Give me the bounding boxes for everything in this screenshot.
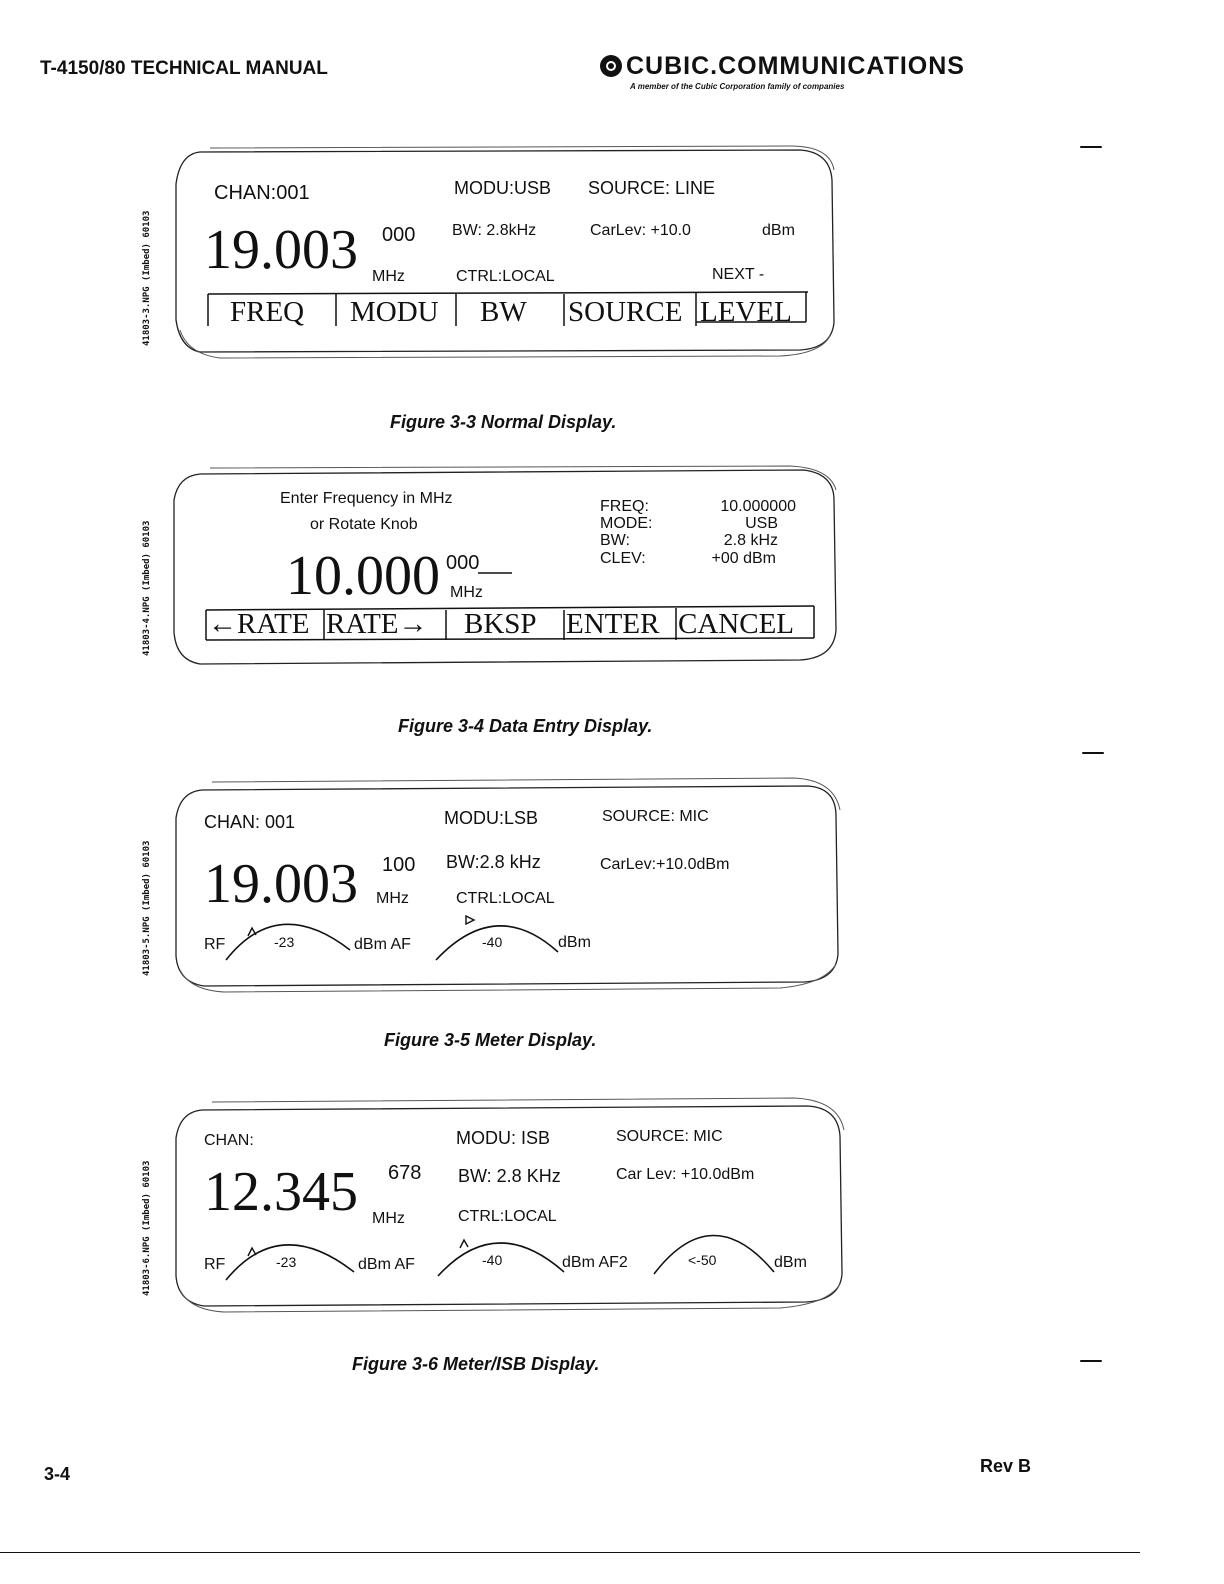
frequency-main: 12.345 — [204, 1161, 358, 1223]
softkey-cancel[interactable]: CANCEL — [678, 608, 794, 640]
af-meter-label: dBm AF — [358, 1256, 415, 1273]
company-logo — [600, 52, 965, 91]
softkey-freq[interactable]: FREQ — [230, 296, 305, 328]
af-meter-value: -40 — [482, 1252, 503, 1268]
rf-meter-label: RF — [204, 1256, 226, 1273]
frequency-sub: 000 — [446, 552, 480, 574]
carrier-level-label: CarLev:+10.0dBm — [600, 856, 730, 873]
figure-file-label: 41803-5.NPG (Imbed) 60103 — [142, 840, 152, 976]
frequency-main: 10.000 — [286, 545, 440, 607]
status-value-mode: USB — [745, 515, 778, 532]
status-value-clev: +00 dBm — [711, 550, 776, 567]
source-label: SOURCE: LINE — [588, 178, 716, 198]
softkey-rate-right[interactable]: RATE→ — [326, 608, 428, 640]
logo-tagline: A member of the Cubic Corporation family of companies — [630, 82, 845, 91]
source-label: SOURCE: MIC — [602, 808, 709, 825]
control-label: CTRL:LOCAL — [456, 890, 555, 907]
channel-label: CHAN:001 — [214, 182, 310, 204]
softkey-bw[interactable]: BW — [480, 296, 527, 328]
manual-title: T-4150/80 TECHNICAL MANUAL — [40, 58, 328, 79]
bandwidth-label: BW:2.8 kHz — [446, 852, 541, 872]
source-label: SOURCE: MIC — [616, 1128, 723, 1145]
figure-caption: Figure 3-6 Meter/ISB Display. — [352, 1354, 600, 1374]
rf-meter-value: -23 — [274, 934, 295, 950]
status-label-bw: BW: — [600, 532, 630, 549]
entry-prompt-line2: or Rotate Knob — [310, 516, 418, 533]
carrier-level-label: CarLev: +10.0 — [590, 222, 691, 239]
modulation-label: MODU:USB — [454, 178, 552, 198]
figure-caption: Figure 3-4 Data Entry Display. — [398, 716, 653, 736]
lcd-bezel — [140, 460, 860, 680]
figure-data-entry-display — [140, 460, 860, 680]
status-value-freq: 10.000000 — [720, 498, 796, 515]
frequency-main: 19.003 — [204, 853, 358, 915]
frequency-unit: MHz — [372, 268, 405, 285]
figure-file-label: 41803-4.NPG (Imbed) 60103 — [142, 520, 152, 656]
af2-meter-unit: dBm — [774, 1254, 807, 1271]
page-number: 3-4 — [44, 1464, 71, 1484]
margin-mark — [1082, 752, 1104, 754]
status-label-clev: CLEV: — [600, 550, 646, 567]
modulation-label: MODU:LSB — [444, 808, 539, 828]
status-label-mode: MODE: — [600, 515, 653, 532]
frequency-sub: 000 — [382, 224, 416, 246]
af-meter-value: -40 — [482, 934, 503, 950]
margin-mark — [1080, 146, 1102, 148]
modulation-label: MODU: ISB — [456, 1128, 551, 1148]
status-label-freq: FREQ: — [600, 498, 649, 515]
af-meter-label: dBm AF — [354, 936, 411, 953]
bandwidth-label: BW: 2.8kHz — [452, 222, 537, 239]
frequency-unit: MHz — [376, 890, 409, 907]
frequency-unit: MHz — [372, 1210, 405, 1227]
softkey-modu[interactable]: MODU — [350, 296, 439, 328]
figure-meter-isb-display — [140, 1090, 860, 1320]
entry-prompt-line1: Enter Frequency in MHz — [280, 490, 453, 507]
carrier-level-label: Car Lev: +10.0dBm — [616, 1166, 755, 1183]
af-meter-unit: dBm — [558, 934, 591, 951]
carrier-level-unit: dBm — [762, 222, 795, 239]
af-meter-needle — [460, 1240, 468, 1248]
figure-caption: Figure 3-5 Meter Display. — [384, 1030, 597, 1050]
af2-meter-value: <-50 — [688, 1252, 717, 1268]
channel-label: CHAN: — [204, 1132, 254, 1149]
bandwidth-label: BW: 2.8 KHz — [458, 1166, 561, 1186]
softkey-backspace[interactable]: BKSP — [464, 608, 537, 640]
rf-meter-value: -23 — [276, 1254, 297, 1270]
status-value-bw: 2.8 kHz — [723, 532, 778, 549]
revision-label: Rev B — [980, 1456, 1032, 1476]
figure-file-label: 41803-6.NPG (Imbed) 60103 — [142, 1160, 152, 1296]
softkey-source[interactable]: SOURCE — [568, 296, 683, 328]
footer-rule — [0, 1552, 1140, 1553]
cubic-logo-icon — [600, 55, 622, 77]
figure-meter-display — [140, 770, 860, 1000]
softkey-enter[interactable]: ENTER — [566, 608, 660, 640]
af2-meter-label: dBm AF2 — [562, 1254, 628, 1271]
margin-mark — [1080, 1360, 1102, 1362]
af-meter-needle — [466, 916, 474, 924]
control-label: CTRL:LOCAL — [458, 1208, 557, 1225]
figure-caption: Figure 3-3 Normal Display. — [390, 412, 617, 432]
frequency-sub: 100 — [382, 854, 416, 876]
logo-text: CUBIC.COMMUNICATIONS — [626, 52, 965, 80]
rf-meter-label: RF — [204, 936, 226, 953]
figure-file-label: 41803-3.NPG (Imbed) 60103 — [142, 210, 152, 346]
frequency-unit: MHz — [450, 584, 483, 601]
softkey-rate-left[interactable]: ←RATE — [208, 608, 310, 640]
next-label: NEXT - — [712, 266, 765, 283]
figure-normal-display — [140, 140, 860, 370]
frequency-sub: 678 — [388, 1162, 422, 1184]
softkey-level[interactable]: LEVEL — [700, 296, 792, 328]
control-label: CTRL:LOCAL — [456, 268, 555, 285]
channel-label: CHAN: 001 — [204, 812, 296, 832]
frequency-main: 19.003 — [204, 219, 358, 281]
